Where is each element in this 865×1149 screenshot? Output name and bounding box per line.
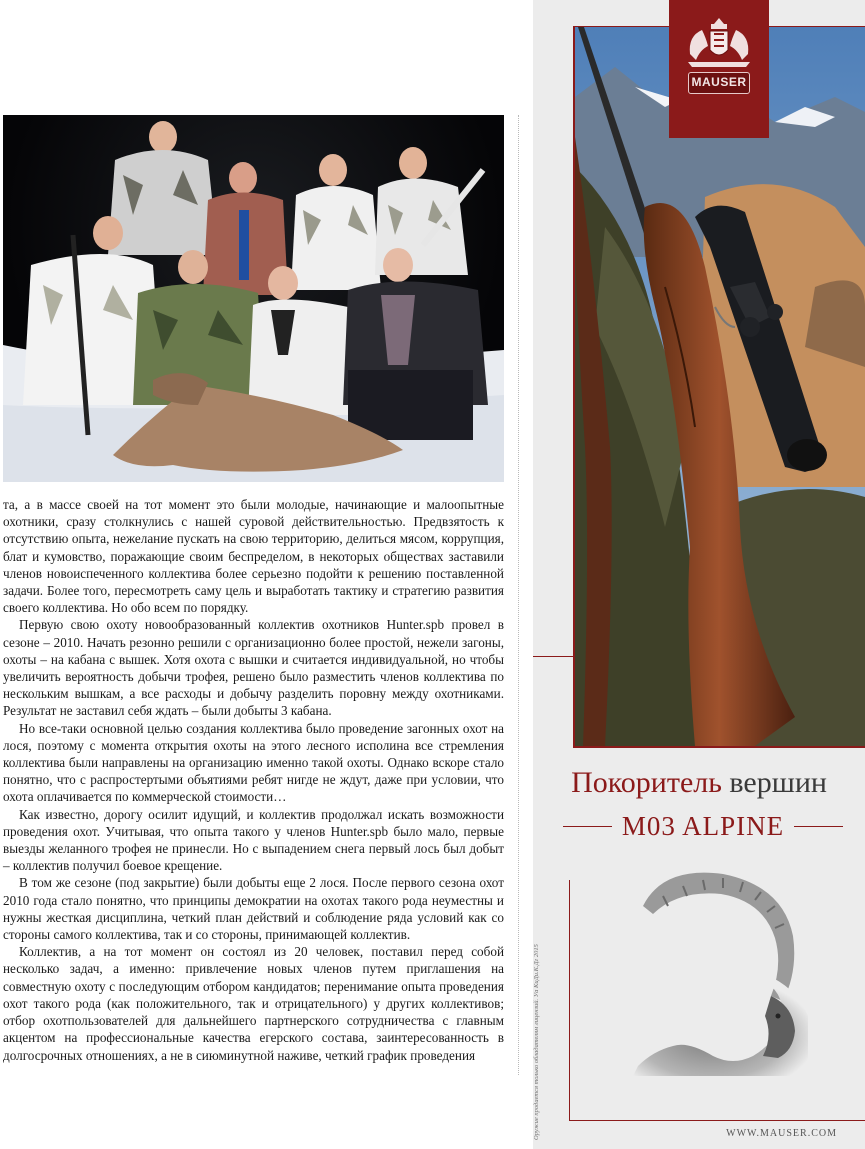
article-paragraph: Коллектив, а на тот момент он состоял из 20 человек, поставил перед собой несколько задач, а именно: привлечение новых членов путем приглашения на совместную охоту с последующим отбором кандидатов; перенимание опыта проведения охот такого рода (как положительного, так и отрицательного) у других коллективов; отбор охотпользователей для дальнейшего партнерского сотрудничества с главным акцентом на профессиональные качества егерского состава, заинтересованность в долгосрочных отношениях, а не в сиюминутной наживе, четкий график проведения [3,944,504,1063]
hunters-group-photo [3,115,504,482]
website-url[interactable]: WWW.MAUSER.COM [726,1128,837,1139]
model-row [563,808,843,844]
headline-rest: вершин [729,766,827,799]
ad-headline [533,765,865,801]
frame-line [569,880,570,1120]
ibex-illustration [633,866,813,1076]
coat-of-arms-icon [684,16,754,68]
article-paragraph: та, а в массе своей на тот момент это были молодые, начинающие и малоопытные охотники, сразу столкнулись с нашей суровой действительностью. Предвзятость к отсутствию опыта, нежелание пускать на свою территорию, делиться мясом, коррупция, блат и кумовство, поражающие своим беспределом, в некоторых обществах заставили членов новоиспеченного коллектива более серьезно подойти к решению поставленной задачи. Более того, пересмотреть саму цель и выработать тактику и стратегию развития своего коллектива. Но обо всем по порядку. [3,497,504,616]
column-divider [518,115,519,1075]
divider-line [794,826,843,827]
divider-line [563,826,612,827]
frame-line [569,1120,865,1121]
mauser-logo [669,0,769,138]
frame-line [533,656,573,657]
headline-accent: Покоритель [571,766,722,799]
mauser-wordmark: MAUSER [688,72,750,94]
mauser-advertisement [533,0,865,1149]
license-disclaimer: Оружие продается только обладателям лицензий. Уа КиДи.К.Дг 2015 [533,944,540,1140]
article-paragraph: Но все-таки основной целью создания коллектива было проведение загонных охот на лося, поэтому с момента открытия охоты на этого лесного исполина все стремления коллектива были направлены на организацию именно такой охоты. Однако вскоре стало понятно, что с распростертыми объятиями ребят нигде не ждут, даже при условии, что охота оплачивается по коммерческой стоимости… [3,720,504,805]
article-paragraph: Как известно, дорогу осилит идущий, и коллектив продолжал искать возможности проведения охот. Учитывая, что опыта такого у членов Hunter.spb было мало, первые выезды желанного трофея не принесли. Но с выпадением снега первый лось был добыт – коллектив получил боевое крещение. [3,806,504,874]
model-name: M03 ALPINE [621,810,785,841]
article-paragraph: Первую свою охоту новообразованный коллектив охотников Hunter.spb провел в сезоне – 2010. Начать резонно решили с организационно более простой, нежели загоны, охоты – на кабана с вышек. Хотя охота с вышки и считается индивидуальной, но чтобы увеличить вероятность добычи трофея, решено было разместить членов коллектива по нескольким вышкам, а все расходы и добычу разделить поровну между охотниками. Результат не заставил себя ждать – были добыты 3 кабана. [3,617,504,719]
article-paragraph: В том же сезоне (под закрытие) были добыты еще 2 лося. После первого сезона охот 2010 года стало понятно, что принципы демократии на охотах такого рода неуместны и нужны жесткая дисциплина, четкий план действий и соблюдение ряда условий как со стороны самого коллектива, так и со стороны, принимающей коллектив. [3,875,504,943]
article-body [3,496,504,1064]
